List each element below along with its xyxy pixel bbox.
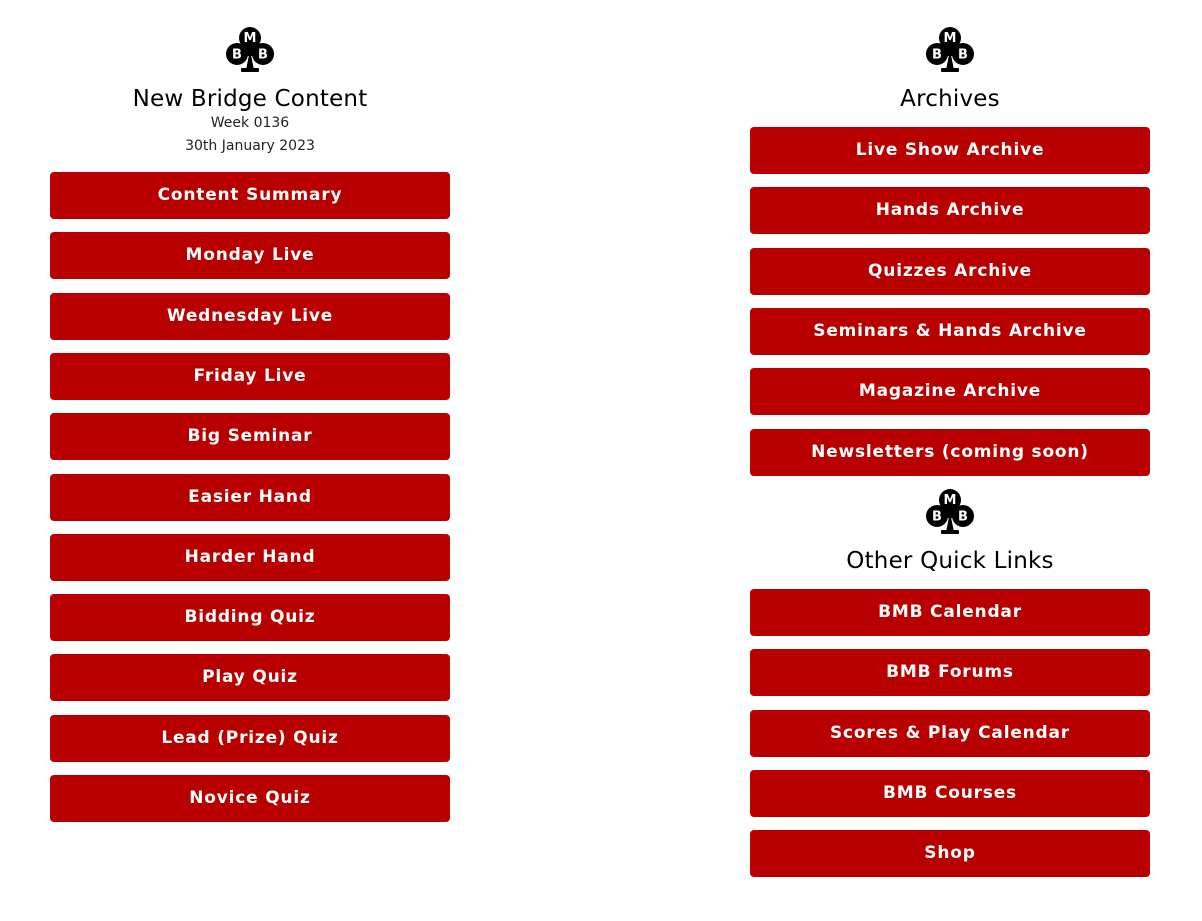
lead-prize-quiz-button[interactable]: Lead (Prize) Quiz [50,715,450,762]
play-quiz-button[interactable]: Play Quiz [50,654,450,701]
wednesday-live-button[interactable]: Wednesday Live [50,293,450,340]
svg-text:M: M [943,31,957,46]
svg-text:B: B [958,509,968,525]
live-show-archive-button[interactable]: Live Show Archive [750,127,1150,174]
bmb-courses-button[interactable]: BMB Courses [750,770,1150,817]
svg-text:B: B [932,509,942,525]
svg-text:B: B [232,47,242,63]
magazine-archive-button[interactable]: Magazine Archive [750,368,1150,415]
bmb-calendar-button[interactable]: BMB Calendar [750,589,1150,636]
bmb-logo-icon [224,26,276,72]
easier-hand-button[interactable]: Easier Hand [50,474,450,521]
hands-archive-button[interactable]: Hands Archive [750,187,1150,234]
week-label: Week 0136 [210,115,290,131]
harder-hand-button[interactable]: Harder Hand [50,534,450,581]
bmb-logo-icon [924,488,976,534]
bmb-forums-button[interactable]: BMB Forums [750,649,1150,696]
section-title: New Bridge Content [132,86,368,112]
big-seminar-button[interactable]: Big Seminar [50,413,450,460]
svg-text:B: B [932,47,942,63]
section-title: Archives [900,86,1000,112]
shop-button[interactable]: Shop [750,830,1150,877]
svg-text:B: B [258,47,268,63]
friday-live-button[interactable]: Friday Live [50,353,450,400]
date-label: 30th January 2023 [185,138,315,154]
bidding-quiz-button[interactable]: Bidding Quiz [50,594,450,641]
content-summary-button[interactable]: Content Summary [50,172,450,219]
bmb-logo-icon [924,26,976,72]
svg-text:B: B [958,47,968,63]
novice-quiz-button[interactable]: Novice Quiz [50,775,450,822]
svg-text:M: M [243,31,257,46]
scores-play-calendar-button[interactable]: Scores & Play Calendar [750,710,1150,757]
monday-live-button[interactable]: Monday Live [50,232,450,279]
newsletters-coming-soon-button[interactable]: Newsletters (coming soon) [750,429,1150,476]
quizzes-archive-button[interactable]: Quizzes Archive [750,248,1150,295]
svg-text:M: M [943,493,957,508]
section-title: Other Quick Links [846,548,1054,574]
seminars-hands-archive-button[interactable]: Seminars & Hands Archive [750,308,1150,355]
